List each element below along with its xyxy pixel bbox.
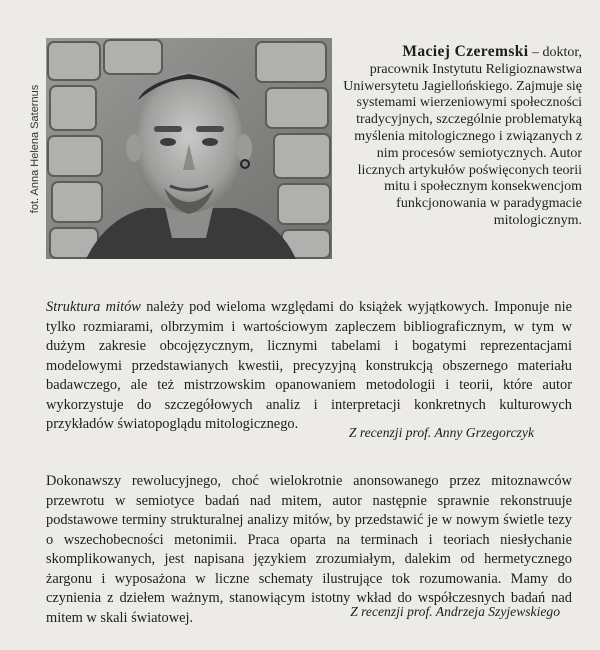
author-bio-text: – doktor, pracownik Instytutu Religioznawstwa Uniwersytetu Jagiellońskiego. Zajmuje się systemami wierzeniowymi społeczności tradycyjnych, szczególnie problematyką myślenia mitologicznego i związanych z nim procesów semiotycznych. Autor licznych artykułów poświęconych teorii mitu i społecznym konsekwencjom funkcjonowania w paradygmacie mitologicznym. [343, 45, 582, 228]
review-paragraph-1 [46, 298, 572, 435]
photo-credit-text: fot. Anna Helena Saternus [29, 84, 41, 214]
author-bio [342, 44, 582, 230]
author-photo [46, 38, 332, 259]
review-2-attribution: Z recenzji prof. Andrzeja Szyjewskiego [350, 604, 560, 619]
review-1-text: należy pod wieloma względami do książek wyjątkowych. Imponuje nie tylko rozmiarami, olbrzymim i wartościowym zapleczem bibliograficznym, w tym w dużym zakresie obcojęzycznym, licznymi tabelami i bogatymi reprezentacjami modelowymi przedstawianych kwestii, precyzyjną konstrukcją obszernego materiału badawczego, ale też mistrzowskim opanowaniem metodologii i teorii, które autor wykorzystuje do szczegółowych analiz i interpretacji konkretnych kulturowych przykładów światopoglądu mitologicznego. [46, 299, 572, 432]
author-name: Maciej Czeremski [402, 43, 529, 60]
book-title: Struktura mitów [46, 299, 141, 315]
review-1-attribution: Z recenzji prof. Anny Grzegorczyk [348, 425, 534, 440]
author-portrait-image [46, 38, 332, 259]
review-2-text: Dokonawszy rewolucyjnego, choć wielokrotnie anonsowanego przez mitoznawców przewrotu w semiotyce badań nad mitem, autor następnie sprawnie rekonstruuje podstawowe terminy strukturalnej analizy mitów, by przedstawić je w nowym świetle tezy o wszechobecności metonimii. Praca oparta na terminach i teoriach niesłychanie skomplikowanych, jest napisana językiem zrozumiałym, dalekim od hermetycznego żargonu i wyposażona w liczne schematy ilustrujące tok rozumowania. Mamy do czynienia z dziełem ważnym, stanowiącym istotny wkład do współczesnych badań nad mitem w skali światowej. [46, 473, 572, 626]
photo-credit [26, 40, 44, 258]
